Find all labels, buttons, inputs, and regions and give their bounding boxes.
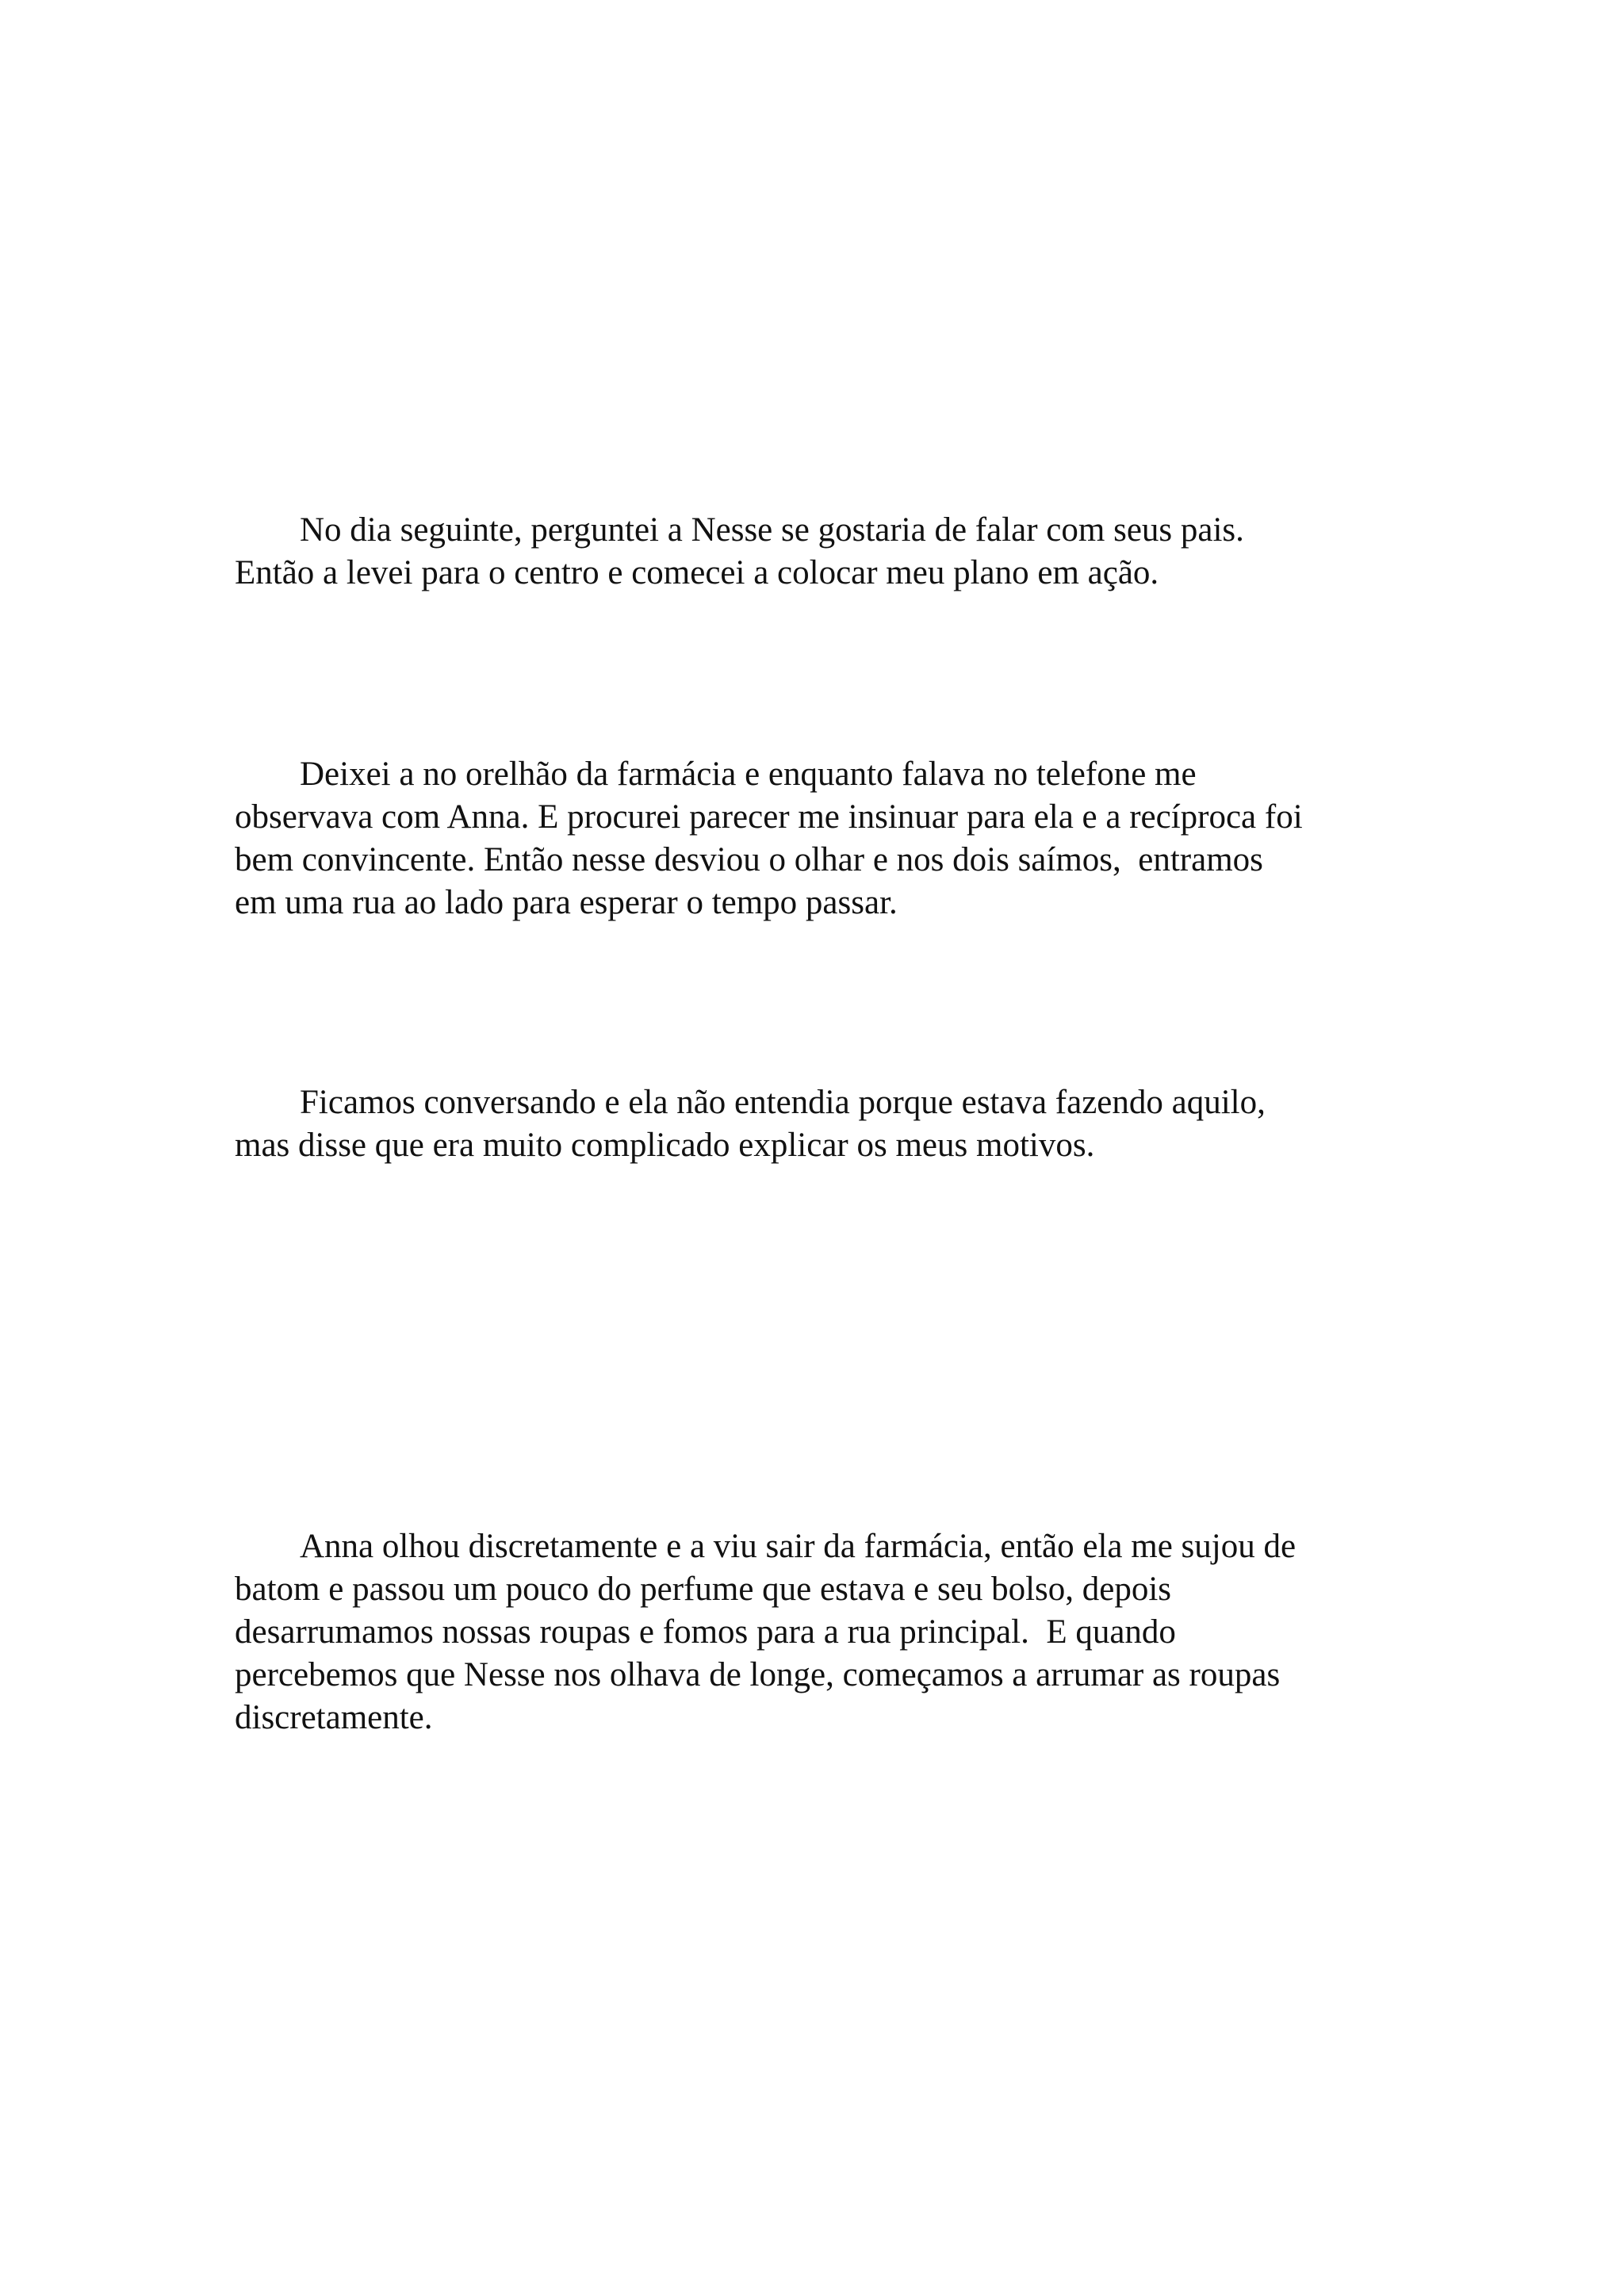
paragraph-line: mas disse que era muito complicado explicar os meus motivos.: [235, 1127, 1095, 1164]
paragraph-line: bem convincente. Então nesse desviou o olhar e nos dois saímos, entramos: [235, 841, 1263, 878]
paragraph-2: [235, 753, 1424, 924]
paragraph-line: desarrumamos nossas roupas e fomos para a rua principal. E quando: [235, 1613, 1176, 1651]
paragraph-1: [235, 509, 1424, 595]
paragraph-line: No dia seguinte, perguntei a Nesse se gostaria de falar com seus pais.: [300, 511, 1244, 549]
paragraph-line: Deixei a no orelhão da farmácia e enquanto falava no telefone me: [300, 756, 1197, 793]
paragraph-4: [235, 1525, 1424, 1739]
paragraph-line: observava com Anna. E procurei parecer me insinuar para ela e a recíproca foi: [235, 798, 1303, 836]
paragraph-3: [235, 1081, 1424, 1167]
paragraph-line: percebemos que Nesse nos olhava de longe, começamos a arrumar as roupas: [235, 1656, 1281, 1693]
paragraph-line: Ficamos conversando e ela não entendia porque estava fazendo aquilo,: [300, 1084, 1266, 1121]
paragraph-line: discretamente.: [235, 1699, 433, 1736]
paragraph-line: em uma rua ao lado para esperar o tempo passar.: [235, 884, 898, 921]
paragraph-line: Anna olhou discretamente e a viu sair da farmácia, então ela me sujou de: [300, 1528, 1297, 1565]
paragraph-line: batom e passou um pouco do perfume que estava e seu bolso, depois: [235, 1571, 1172, 1608]
paragraph-line: Então a levei para o centro e comecei a colocar meu plano em ação.: [235, 554, 1159, 591]
